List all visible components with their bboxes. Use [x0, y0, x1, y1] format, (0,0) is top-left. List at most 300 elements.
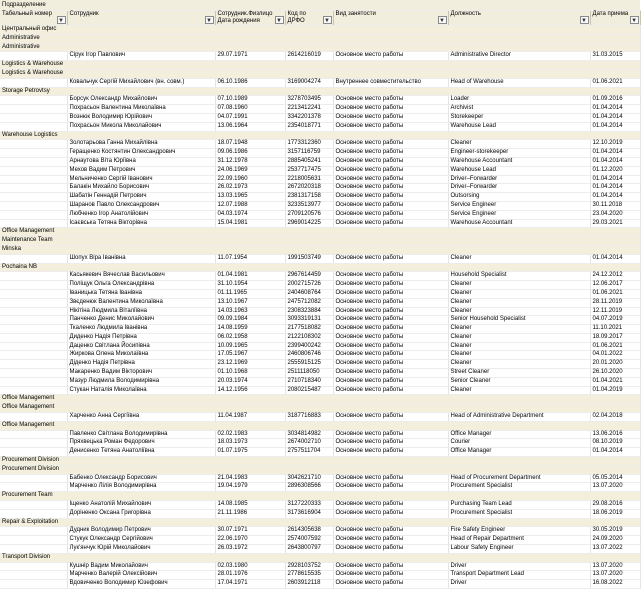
cell-employment-type[interactable]: Основное место работы: [333, 509, 448, 518]
table-row[interactable]: [0, 122, 640, 131]
cell-birth-date[interactable]: 13.10.1967: [215, 298, 285, 307]
cell-birth-date[interactable]: 14.12.1956: [215, 386, 285, 395]
cell-hire-date[interactable]: 12.11.2019: [590, 307, 640, 316]
cell-position[interactable]: Driver–Forwarder: [448, 175, 590, 184]
cell-position[interactable]: Office Manager: [448, 430, 590, 439]
table-row[interactable]: [0, 289, 640, 298]
table-row[interactable]: [0, 333, 640, 342]
cell-drfo-code[interactable]: 2080215487: [285, 386, 333, 395]
cell-birth-date[interactable]: 30.07.1971: [215, 527, 285, 536]
cell-birth-date[interactable]: 23.12.1969: [215, 360, 285, 369]
cell-position[interactable]: Engineer-storekeeper: [448, 149, 590, 158]
cell-position[interactable]: Warehouse Lead: [448, 166, 590, 175]
cell-drfo-code[interactable]: 2002715726: [285, 281, 333, 290]
cell-birth-date[interactable]: 02.02.1983: [215, 430, 285, 439]
cell-employee[interactable]: Жиркова Олена Миколаївна: [67, 351, 215, 360]
cell-tab-number[interactable]: [0, 545, 67, 554]
cell-tab-number[interactable]: [0, 166, 67, 175]
cell-birth-date[interactable]: 26.02.1973: [215, 184, 285, 193]
cell-position[interactable]: Labour Safety Engineer: [448, 545, 590, 554]
cell-employment-type[interactable]: Основное место работы: [333, 483, 448, 492]
cell-employment-type[interactable]: Основное место работы: [333, 377, 448, 386]
cell-employee[interactable]: Балакін Михайло Борисович: [67, 184, 215, 193]
cell-employment-type[interactable]: Основное место работы: [333, 166, 448, 175]
cell-employment-type[interactable]: Основное место работы: [333, 175, 448, 184]
cell-employee[interactable]: Вдовиченко Володимир Юзефович: [67, 580, 215, 589]
group-row[interactable]: [0, 34, 640, 43]
cell-hire-date[interactable]: 13.07.2020: [590, 571, 640, 580]
cell-hire-date[interactable]: 01.04.2014: [590, 149, 640, 158]
cell-hire-date[interactable]: 31.03.2015: [590, 52, 640, 61]
group-label[interactable]: Procurement Team: [0, 492, 640, 501]
cell-birth-date[interactable]: 21.04.1983: [215, 474, 285, 483]
table-row[interactable]: [0, 509, 640, 518]
table-row[interactable]: [0, 377, 640, 386]
cell-drfo-code[interactable]: 2967614459: [285, 272, 333, 281]
cell-birth-date[interactable]: 21.11.1986: [215, 509, 285, 518]
cell-hire-date[interactable]: 13.07.2022: [590, 545, 640, 554]
cell-employee[interactable]: Пряхвецька Роман Федорович: [67, 439, 215, 448]
cell-tab-number[interactable]: [0, 210, 67, 219]
table-row[interactable]: [0, 439, 640, 448]
cell-hire-date[interactable]: 01.04.2014: [590, 175, 640, 184]
cell-employee[interactable]: Шопух Віра Іванівна: [67, 254, 215, 263]
table-row[interactable]: [0, 527, 640, 536]
cell-employment-type[interactable]: Основное место работы: [333, 140, 448, 149]
cell-employment-type[interactable]: Основное место работы: [333, 149, 448, 158]
cell-drfo-code[interactable]: 2603912118: [285, 580, 333, 589]
cell-position[interactable]: Driver: [448, 562, 590, 571]
table-row[interactable]: [0, 325, 640, 334]
cell-position[interactable]: Head of Warehouse: [448, 78, 590, 87]
cell-drfo-code[interactable]: 3093319131: [285, 316, 333, 325]
cell-hire-date[interactable]: 24.09.2020: [590, 536, 640, 545]
cell-drfo-code[interactable]: 3187716883: [285, 413, 333, 422]
cell-birth-date[interactable]: 19.04.1979: [215, 483, 285, 492]
cell-employee[interactable]: Діденко Надія Петрівна: [67, 360, 215, 369]
table-row[interactable]: [0, 219, 640, 228]
cell-birth-date[interactable]: 31.10.1954: [215, 281, 285, 290]
cell-employment-type[interactable]: Основное место работы: [333, 184, 448, 193]
table-row[interactable]: [0, 430, 640, 439]
cell-hire-date[interactable]: 13.06.2016: [590, 430, 640, 439]
group-row[interactable]: [0, 43, 640, 52]
filter-dropdown-icon[interactable]: ▼: [58, 18, 64, 24]
cell-employee[interactable]: Мельниченко Сергій Іванович: [67, 175, 215, 184]
cell-hire-date[interactable]: 01.04.2014: [590, 448, 640, 457]
cell-tab-number[interactable]: [0, 448, 67, 457]
cell-birth-date[interactable]: 18.07.1948: [215, 140, 285, 149]
cell-position[interactable]: Storekeeper: [448, 113, 590, 122]
cell-tab-number[interactable]: [0, 430, 67, 439]
cell-position[interactable]: Street Cleaner: [448, 369, 590, 378]
cell-employee[interactable]: Геращенко Костянтин Олександрович: [67, 149, 215, 158]
table-row[interactable]: [0, 140, 640, 149]
cell-birth-date[interactable]: 15.04.1981: [215, 219, 285, 228]
cell-hire-date[interactable]: 08.10.2019: [590, 439, 640, 448]
cell-position[interactable]: Cleaner: [448, 140, 590, 149]
cell-employment-type[interactable]: Основное место работы: [333, 474, 448, 483]
cell-drfo-code[interactable]: 2122108302: [285, 333, 333, 342]
cell-hire-date[interactable]: 16.08.2022: [590, 580, 640, 589]
cell-employment-type[interactable]: Основное место работы: [333, 307, 448, 316]
cell-drfo-code[interactable]: 3034814982: [285, 430, 333, 439]
cell-position[interactable]: Loader: [448, 96, 590, 105]
filter-dropdown-icon[interactable]: ▼: [631, 18, 638, 24]
cell-employment-type[interactable]: Основное место работы: [333, 52, 448, 61]
cell-birth-date[interactable]: 04.03.1974: [215, 210, 285, 219]
table-row[interactable]: [0, 580, 640, 589]
table-row[interactable]: [0, 254, 640, 263]
cell-drfo-code[interactable]: 2537717475: [285, 166, 333, 175]
cell-hire-date[interactable]: 01.04.2014: [590, 105, 640, 114]
cell-drfo-code[interactable]: 2778615535: [285, 571, 333, 580]
cell-employment-type[interactable]: Основное место работы: [333, 105, 448, 114]
cell-employee[interactable]: Ісаєвська Тетяна Вікторівна: [67, 219, 215, 228]
cell-tab-number[interactable]: [0, 219, 67, 228]
cell-tab-number[interactable]: [0, 105, 67, 114]
cell-tab-number[interactable]: [0, 360, 67, 369]
cell-employee[interactable]: Вознюк Володимир Юрійович: [67, 113, 215, 122]
cell-drfo-code[interactable]: 3233513977: [285, 201, 333, 210]
cell-tab-number[interactable]: [0, 536, 67, 545]
cell-drfo-code[interactable]: 2674002710: [285, 439, 333, 448]
table-row[interactable]: [0, 316, 640, 325]
cell-hire-date[interactable]: 30.11.2018: [590, 201, 640, 210]
group-label[interactable]: Office Management: [0, 421, 640, 430]
group-row[interactable]: [0, 518, 640, 527]
cell-drfo-code[interactable]: 3278703495: [285, 96, 333, 105]
cell-hire-date[interactable]: 04.01.2022: [590, 351, 640, 360]
cell-birth-date[interactable]: 24.06.1969: [215, 166, 285, 175]
cell-birth-date[interactable]: 17.05.1967: [215, 351, 285, 360]
table-row[interactable]: [0, 360, 640, 369]
cell-drfo-code[interactable]: 2709120576: [285, 210, 333, 219]
table-row[interactable]: [0, 184, 640, 193]
cell-position[interactable]: Outsorsing: [448, 193, 590, 202]
cell-position[interactable]: Fire Safety Engineer: [448, 527, 590, 536]
group-label[interactable]: Warehouse Logistics: [0, 131, 640, 140]
cell-position[interactable]: Senior Household Specialist: [448, 316, 590, 325]
cell-drfo-code[interactable]: 2218005631: [285, 175, 333, 184]
cell-tab-number[interactable]: [0, 501, 67, 510]
cell-employment-type[interactable]: Основное место работы: [333, 439, 448, 448]
cell-employment-type[interactable]: Основное место работы: [333, 157, 448, 166]
filter-dropdown-icon[interactable]: ▼: [581, 18, 587, 24]
cell-hire-date[interactable]: 26.10.2020: [590, 369, 640, 378]
cell-employee[interactable]: Лук'янчук Юрій Миколайович: [67, 545, 215, 554]
cell-drfo-code[interactable]: 2643800797: [285, 545, 333, 554]
group-label[interactable]: Office Management: [0, 404, 640, 413]
cell-employee[interactable]: Харченко Анна Сергіївна: [67, 413, 215, 422]
col-header-hire-date[interactable]: Дата приема ▼: [590, 11, 640, 26]
cell-hire-date[interactable]: 01.04.2014: [590, 113, 640, 122]
cell-tab-number[interactable]: [0, 96, 67, 105]
cell-position[interactable]: Procurement Specialist: [448, 483, 590, 492]
cell-position[interactable]: Office Manager: [448, 448, 590, 457]
group-label[interactable]: Центральный офис: [0, 26, 640, 35]
cell-hire-date[interactable]: 01.04.2014: [590, 157, 640, 166]
cell-employee[interactable]: Любченко Ігор Анатолійович: [67, 210, 215, 219]
group-label[interactable]: Procurement Division: [0, 457, 640, 466]
cell-employee[interactable]: Касьякевич Вячеслав Васильович: [67, 272, 215, 281]
cell-drfo-code[interactable]: 1773312360: [285, 140, 333, 149]
cell-tab-number[interactable]: [0, 509, 67, 518]
group-row[interactable]: [0, 245, 640, 254]
cell-tab-number[interactable]: [0, 474, 67, 483]
cell-drfo-code[interactable]: 2399400242: [285, 342, 333, 351]
cell-employment-type[interactable]: Основное место работы: [333, 316, 448, 325]
cell-employment-type[interactable]: Основное место работы: [333, 360, 448, 369]
cell-employment-type[interactable]: Основное место работы: [333, 448, 448, 457]
cell-hire-date[interactable]: 24.12.2012: [590, 272, 640, 281]
cell-employee[interactable]: Мехов Вадим Петрович: [67, 166, 215, 175]
cell-position[interactable]: Head of Procurement Department: [448, 474, 590, 483]
group-label[interactable]: Pochaina NB: [0, 263, 640, 272]
cell-tab-number[interactable]: [0, 175, 67, 184]
cell-employee[interactable]: Шабатін Геннадій Петрович: [67, 193, 215, 202]
cell-birth-date[interactable]: 09.09.1984: [215, 316, 285, 325]
cell-drfo-code[interactable]: 2354018771: [285, 122, 333, 131]
cell-employment-type[interactable]: Основное место работы: [333, 113, 448, 122]
cell-drfo-code[interactable]: 2460806746: [285, 351, 333, 360]
group-row[interactable]: [0, 553, 640, 562]
cell-employee[interactable]: Дудник Володимир Петрович: [67, 527, 215, 536]
cell-employment-type[interactable]: Основное место работы: [333, 272, 448, 281]
cell-employment-type[interactable]: Внутреннее совместительство: [333, 78, 448, 87]
cell-position[interactable]: Courier: [448, 439, 590, 448]
cell-employment-type[interactable]: Основное место работы: [333, 386, 448, 395]
cell-drfo-code[interactable]: 2928103752: [285, 562, 333, 571]
table-row[interactable]: [0, 342, 640, 351]
cell-birth-date[interactable]: 13.03.1965: [215, 193, 285, 202]
cell-hire-date[interactable]: 13.07.2020: [590, 562, 640, 571]
cell-tab-number[interactable]: [0, 386, 67, 395]
group-label[interactable]: Maintenance Team: [0, 237, 640, 246]
group-row[interactable]: [0, 421, 640, 430]
table-row[interactable]: [0, 545, 640, 554]
cell-employee[interactable]: Марченко Лілія Володимирівна: [67, 483, 215, 492]
cell-drfo-code[interactable]: 2475712082: [285, 298, 333, 307]
cell-birth-date[interactable]: 17.04.1971: [215, 580, 285, 589]
cell-tab-number[interactable]: [0, 325, 67, 334]
cell-employment-type[interactable]: Основное место работы: [333, 413, 448, 422]
cell-employee[interactable]: Борсук Олександр Михайлович: [67, 96, 215, 105]
table-row[interactable]: [0, 307, 640, 316]
cell-birth-date[interactable]: 11.04.1987: [215, 413, 285, 422]
cell-position[interactable]: Driver: [448, 580, 590, 589]
cell-employee[interactable]: Мазур Людмила Володимирівна: [67, 377, 215, 386]
cell-drfo-code[interactable]: 3157116759: [285, 149, 333, 158]
cell-employment-type[interactable]: Основное место работы: [333, 501, 448, 510]
cell-drfo-code[interactable]: 2614305638: [285, 527, 333, 536]
cell-drfo-code[interactable]: 2177518082: [285, 325, 333, 334]
cell-drfo-code[interactable]: 2757511704: [285, 448, 333, 457]
group-label[interactable]: Administrative: [0, 34, 640, 43]
filter-dropdown-icon[interactable]: ▼: [324, 18, 330, 24]
cell-position[interactable]: Service Engineer: [448, 201, 590, 210]
table-row[interactable]: [0, 149, 640, 158]
group-row[interactable]: [0, 404, 640, 413]
table-row[interactable]: [0, 571, 640, 580]
cell-hire-date[interactable]: 02.04.2018: [590, 413, 640, 422]
cell-position[interactable]: Cleaner: [448, 307, 590, 316]
cell-hire-date[interactable]: 01.12.2020: [590, 166, 640, 175]
cell-hire-date[interactable]: 01.04.2014: [590, 184, 640, 193]
table-row[interactable]: [0, 210, 640, 219]
cell-drfo-code[interactable]: 2213412241: [285, 105, 333, 114]
cell-employee[interactable]: Стукук Олександр Сергійович: [67, 536, 215, 545]
cell-birth-date[interactable]: 04.07.1991: [215, 113, 285, 122]
table-row[interactable]: [0, 201, 640, 210]
cell-employment-type[interactable]: Основное место работы: [333, 289, 448, 298]
table-row[interactable]: [0, 351, 640, 360]
cell-position[interactable]: Cleaner: [448, 333, 590, 342]
cell-employment-type[interactable]: Основное место работы: [333, 193, 448, 202]
cell-position[interactable]: Warehouse Lead: [448, 122, 590, 131]
cell-employee[interactable]: Похрасьон Валентина Миколаївна: [67, 105, 215, 114]
group-label[interactable]: Procurement Division: [0, 465, 640, 474]
cell-birth-date[interactable]: 29.07.1971: [215, 52, 285, 61]
cell-tab-number[interactable]: [0, 254, 67, 263]
cell-drfo-code[interactable]: 2555915125: [285, 360, 333, 369]
cell-hire-date[interactable]: 28.11.2019: [590, 298, 640, 307]
cell-position[interactable]: Senior Cleaner: [448, 377, 590, 386]
cell-birth-date[interactable]: 07.08.1960: [215, 105, 285, 114]
cell-hire-date[interactable]: 01.09.2016: [590, 96, 640, 105]
cell-tab-number[interactable]: [0, 316, 67, 325]
group-row[interactable]: [0, 465, 640, 474]
col-header-employment-type[interactable]: Вид занятости ▼: [333, 11, 448, 26]
group-label[interactable]: Minska: [0, 245, 640, 254]
col-header-position[interactable]: Должность ▼: [448, 11, 590, 26]
table-row[interactable]: [0, 281, 640, 290]
group-label[interactable]: Repair & Exploitation: [0, 518, 640, 527]
cell-drfo-code[interactable]: 3173616904: [285, 509, 333, 518]
cell-drfo-code[interactable]: 2885405241: [285, 157, 333, 166]
cell-tab-number[interactable]: [0, 580, 67, 589]
cell-employee[interactable]: Золотарьова Ганна Михайлівна: [67, 140, 215, 149]
cell-position[interactable]: Cleaner: [448, 289, 590, 298]
cell-position[interactable]: Cleaner: [448, 360, 590, 369]
cell-employment-type[interactable]: Основное место работы: [333, 96, 448, 105]
col-header-birth-date[interactable]: Сотрудник.Физлицо Дата рождения ▼: [215, 11, 285, 26]
table-row[interactable]: [0, 562, 640, 571]
cell-tab-number[interactable]: [0, 413, 67, 422]
cell-employee[interactable]: Павленко Світлана Володимирівна: [67, 430, 215, 439]
cell-position[interactable]: Cleaner: [448, 351, 590, 360]
cell-drfo-code[interactable]: 3042621710: [285, 474, 333, 483]
cell-position[interactable]: Cleaner: [448, 342, 590, 351]
cell-employment-type[interactable]: Основное место работы: [333, 536, 448, 545]
group-row[interactable]: [0, 263, 640, 272]
cell-employment-type[interactable]: Основное место работы: [333, 298, 448, 307]
cell-tab-number[interactable]: [0, 571, 67, 580]
cell-employment-type[interactable]: Основное место работы: [333, 219, 448, 228]
cell-birth-date[interactable]: 28.01.1976: [215, 571, 285, 580]
table-row[interactable]: [0, 105, 640, 114]
cell-birth-date[interactable]: 22.06.1970: [215, 536, 285, 545]
col-header-drfo-code[interactable]: Код по ДРФО ▼: [285, 11, 333, 26]
cell-employee[interactable]: Стукан Наталія Миколаївна: [67, 386, 215, 395]
cell-employee[interactable]: Панченко Денис Миколайович: [67, 316, 215, 325]
cell-hire-date[interactable]: 23.04.2020: [590, 210, 640, 219]
group-label[interactable]: Office Management: [0, 395, 640, 404]
cell-employment-type[interactable]: Основное место работы: [333, 571, 448, 580]
cell-tab-number[interactable]: [0, 439, 67, 448]
cell-employee[interactable]: Шаранов Павло Олександрович: [67, 201, 215, 210]
cell-birth-date[interactable]: 31.12.1978: [215, 157, 285, 166]
cell-position[interactable]: Cleaner: [448, 325, 590, 334]
table-row[interactable]: [0, 369, 640, 378]
cell-position[interactable]: Transport Department Lead: [448, 571, 590, 580]
cell-drfo-code[interactable]: 3169004274: [285, 78, 333, 87]
cell-position[interactable]: Head of Repair Department: [448, 536, 590, 545]
cell-tab-number[interactable]: [0, 307, 67, 316]
cell-position[interactable]: Cleaner: [448, 254, 590, 263]
group-row[interactable]: [0, 228, 640, 237]
cell-employment-type[interactable]: Основное место работы: [333, 369, 448, 378]
group-row[interactable]: [0, 395, 640, 404]
cell-tab-number[interactable]: [0, 122, 67, 131]
cell-drfo-code[interactable]: 2574007592: [285, 536, 333, 545]
cell-tab-number[interactable]: [0, 184, 67, 193]
cell-hire-date[interactable]: 01.04.2014: [590, 122, 640, 131]
cell-birth-date[interactable]: 02.03.1980: [215, 562, 285, 571]
cell-employee[interactable]: Кушнір Вадим Миколайович: [67, 562, 215, 571]
table-row[interactable]: [0, 157, 640, 166]
cell-birth-date[interactable]: 11.07.1954: [215, 254, 285, 263]
cell-employment-type[interactable]: Основное место работы: [333, 325, 448, 334]
cell-birth-date[interactable]: 07.10.1989: [215, 96, 285, 105]
cell-hire-date[interactable]: 04.07.2019: [590, 316, 640, 325]
cell-drfo-code[interactable]: 2896308566: [285, 483, 333, 492]
table-row[interactable]: [0, 386, 640, 395]
cell-employee[interactable]: Нікітіна Людмила Віталіївна: [67, 307, 215, 316]
table-row[interactable]: [0, 193, 640, 202]
cell-employment-type[interactable]: Основное место работы: [333, 254, 448, 263]
cell-birth-date[interactable]: 01.11.1965: [215, 289, 285, 298]
cell-hire-date[interactable]: 29.03.2021: [590, 219, 640, 228]
cell-employment-type[interactable]: Основное место работы: [333, 210, 448, 219]
table-row[interactable]: [0, 536, 640, 545]
cell-employee[interactable]: Диденко Надія Петрівна: [67, 333, 215, 342]
cell-birth-date[interactable]: 01.10.1968: [215, 369, 285, 378]
cell-tab-number[interactable]: [0, 157, 67, 166]
cell-drfo-code[interactable]: 2614216019: [285, 52, 333, 61]
cell-hire-date[interactable]: 11.10.2021: [590, 325, 640, 334]
cell-drfo-code[interactable]: 2381317158: [285, 193, 333, 202]
cell-employment-type[interactable]: Основное место работы: [333, 580, 448, 589]
table-row[interactable]: [0, 448, 640, 457]
cell-employee[interactable]: Ткаленко Людмила Іванівна: [67, 325, 215, 334]
table-row[interactable]: [0, 52, 640, 61]
cell-hire-date[interactable]: 30.05.2019: [590, 527, 640, 536]
table-row[interactable]: [0, 113, 640, 122]
cell-position[interactable]: Warehouse Accountant: [448, 157, 590, 166]
cell-hire-date[interactable]: 01.04.2021: [590, 377, 640, 386]
cell-birth-date[interactable]: 06.02.1958: [215, 333, 285, 342]
cell-birth-date[interactable]: 22.09.1960: [215, 175, 285, 184]
table-row[interactable]: [0, 272, 640, 281]
cell-employee[interactable]: Іщенко Анатолій Михайлович: [67, 501, 215, 510]
table-row[interactable]: [0, 474, 640, 483]
cell-drfo-code[interactable]: 2969014225: [285, 219, 333, 228]
cell-birth-date[interactable]: 06.10.1986: [215, 78, 285, 87]
cell-birth-date[interactable]: 10.09.1965: [215, 342, 285, 351]
cell-birth-date[interactable]: 14.08.1959: [215, 325, 285, 334]
cell-position[interactable]: Service Engineer: [448, 210, 590, 219]
